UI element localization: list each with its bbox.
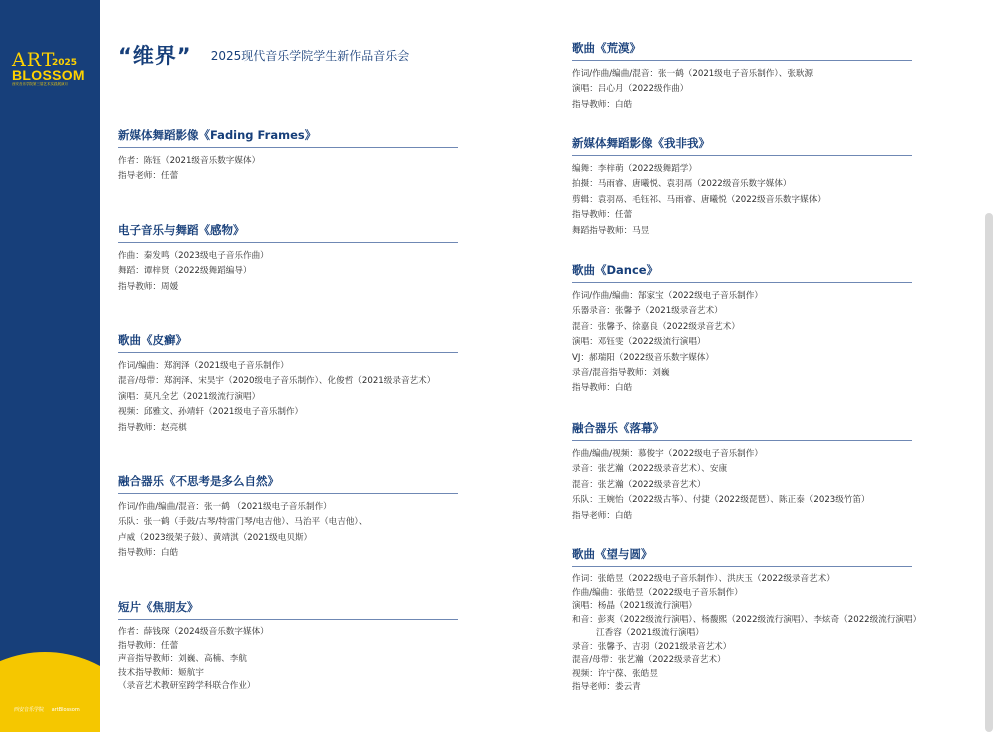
program-item bbox=[572, 262, 912, 397]
credit-line: （录音艺术教研室跨学科联合作业） bbox=[118, 681, 256, 691]
credit-line: 混音/母带：张艺瀚（2022级录音艺术） bbox=[572, 655, 726, 665]
credit-line: 乐队：王婉怡（2022级古筝）、付捷（2022级琵琶）、陈正泰（2023级竹笛） bbox=[572, 495, 870, 506]
credit-line: 声音指导教师：刘巍、高楠、李航 bbox=[118, 654, 247, 664]
program-title: 融合器乐《落幕》 bbox=[572, 421, 664, 435]
credit-line: 拍摄：马雨睿、唐曦悦、袁羽鬲（2022级音乐数字媒体） bbox=[572, 179, 792, 190]
section-divider bbox=[118, 619, 458, 620]
credit-line: 作词/作曲/编曲/混音：张一鹤 （2021级电子音乐制作） bbox=[118, 502, 332, 512]
decorative-yellow-circle bbox=[0, 652, 100, 732]
credit-line: 混音/母带：郑润泽、宋昊宇（2020级电子音乐制作）、化俊哲（2021级录音艺术） bbox=[118, 376, 436, 387]
credit-line: 指导教师：任蕾 bbox=[572, 210, 633, 221]
credit-line: 舞蹈：谭梓贤（2022级舞蹈编导） bbox=[118, 266, 252, 277]
credit-line: 卢威（2023级架子鼓）、黄靖淇（2021级电贝斯） bbox=[118, 532, 313, 543]
credit-line: 作者：薛钱琛（2024级音乐数字媒体） bbox=[118, 627, 269, 637]
credit-line: 录音/混音指导教师：刘巍 bbox=[572, 368, 670, 379]
credit-line: 江香容（2021级流行演唱） bbox=[596, 628, 704, 638]
footer-logo-left: 西安音乐学院 bbox=[14, 707, 45, 713]
credit-line: 作曲/编曲/视频：慕俊宇（2022级电子音乐制作） bbox=[572, 449, 763, 459]
program-item bbox=[572, 546, 922, 695]
section-divider bbox=[118, 352, 458, 353]
program-title: 歌曲《荒漠》 bbox=[572, 41, 641, 55]
footer-logo-right: artBlossom bbox=[51, 707, 80, 713]
section-divider bbox=[118, 493, 458, 494]
logo-subtitle: 西安音乐学院第三届艺术实践展演月 bbox=[12, 82, 68, 86]
credit-line: 作词/作曲/编曲：郜家宝（2022级电子音乐制作） bbox=[572, 291, 763, 301]
credit-line: 指导老师：任蕾 bbox=[118, 171, 179, 182]
credit-line: 指导教师：白皓 bbox=[572, 383, 633, 394]
credit-line: 乐队：张一鹤（手鼓/古琴/特雷门琴/电吉他）、马治平（电吉他）、 bbox=[118, 517, 368, 528]
program-title: 短片《焦朋友》 bbox=[118, 600, 199, 614]
credit-line: 指导教师：周媛 bbox=[118, 281, 179, 292]
credit-line: 录音：张艺瀚（2022级录音艺术）、安康 bbox=[572, 464, 728, 475]
art-blossom-logo bbox=[12, 49, 88, 87]
credit-line: 舞蹈指导教师：马昱 bbox=[572, 225, 650, 236]
credit-line: 作曲/编曲：张皓昱（2022级电子音乐制作） bbox=[572, 587, 743, 598]
credit-line: 演唱：邓钰雯（2022级流行演唱） bbox=[572, 337, 706, 348]
vertical-scrollbar[interactable] bbox=[985, 213, 993, 732]
logo-blossom-text: BLOSSOM bbox=[12, 67, 85, 83]
sidebar-banner bbox=[0, 0, 100, 732]
page-subtitle: 2025现代音乐学院学生新作品音乐会 bbox=[210, 49, 410, 63]
credit-line: 混音：张馨予、徐嘉良（2022级录音艺术） bbox=[572, 321, 740, 332]
credit-line: 作词/作曲/编曲/混音：张一鹤（2021级电子音乐制作）、张耿源 bbox=[572, 69, 814, 79]
section-divider bbox=[572, 155, 912, 156]
section-divider bbox=[572, 60, 912, 61]
credit-line: 演唱：杨晶（2021级流行演唱） bbox=[572, 601, 697, 611]
program-item bbox=[118, 332, 458, 436]
credit-line: 作词：张皓昱（2022级电子音乐制作）、洪庆玉（2022级录音艺术） bbox=[572, 574, 835, 584]
credit-line: 指导教师：白皓 bbox=[118, 548, 179, 559]
credit-line: 视频：许宁葆、张皓昱 bbox=[572, 668, 658, 679]
section-divider bbox=[118, 147, 458, 148]
program-title: 新媒体舞蹈影像《Fading Frames》 bbox=[118, 128, 317, 142]
credit-line: 作曲：秦发鸣（2023级电子音乐作曲） bbox=[118, 251, 269, 261]
page-header bbox=[118, 40, 409, 70]
credit-line: 指导教师：白皓 bbox=[572, 99, 633, 110]
program-title: 歌曲《望与圆》 bbox=[572, 547, 653, 561]
program-item bbox=[572, 135, 912, 239]
footer-logos bbox=[14, 706, 86, 713]
program-title: 歌曲《Dance》 bbox=[572, 263, 659, 277]
program-item bbox=[572, 420, 912, 524]
logo-year: 2025 bbox=[52, 58, 78, 68]
credit-line: 乐器录音：张馨予（2021级录音艺术） bbox=[572, 306, 723, 317]
credit-line: 指导教师：赵亮棋 bbox=[118, 422, 187, 433]
credit-line: 视频：邱雅文、孙靖轩（2021级电子音乐制作） bbox=[118, 407, 304, 418]
credit-line: 作者：陈钰（2021级音乐数字媒体） bbox=[118, 156, 261, 166]
credit-line: VJ：郝瑞阳（2022级音乐数字媒体） bbox=[572, 352, 715, 363]
logo-art-text: ART bbox=[12, 49, 56, 71]
program-title: 歌曲《皮癣》 bbox=[118, 333, 187, 347]
program-item bbox=[572, 40, 912, 113]
credit-line: 录音：张馨予、吉羽（2021级录音艺术） bbox=[572, 641, 732, 652]
program-item bbox=[118, 599, 458, 694]
program-item bbox=[118, 222, 458, 295]
credit-line: 编舞：李梓萌（2022级舞蹈学） bbox=[572, 164, 697, 174]
credit-line: 作词/编曲：郑润泽（2021级电子音乐制作） bbox=[118, 361, 289, 371]
credit-line: 剪辑：袁羽鬲、毛钰祁、马雨睿、唐曦悦（2022级音乐数字媒体） bbox=[572, 194, 826, 205]
credit-line: 演唱：吕心月（2022级作曲） bbox=[572, 84, 689, 95]
section-divider bbox=[118, 242, 458, 243]
section-divider bbox=[572, 282, 912, 283]
program-item bbox=[118, 127, 458, 185]
program-title: 电子音乐与舞蹈《感物》 bbox=[118, 223, 245, 237]
credit-line: 演唱：莫凡全艺（2021级流行演唱） bbox=[118, 391, 261, 402]
credit-line: 技术指导教师：姬航宇 bbox=[118, 667, 204, 678]
credit-line: 指导老师：娄云青 bbox=[572, 682, 641, 692]
program-title: 新媒体舞蹈影像《我非我》 bbox=[572, 136, 710, 150]
credit-line: 指导教师：任蕾 bbox=[118, 640, 179, 651]
credit-line: 指导老师：白皓 bbox=[572, 510, 633, 521]
program-title: 融合器乐《不思考是多么自然》 bbox=[118, 474, 279, 488]
credit-line: 和音：彭爽（2022级流行演唱）、杨馥熙（2022级流行演唱）、李炫奇（2022级流行演唱） bbox=[572, 614, 922, 625]
program-item bbox=[118, 473, 458, 562]
section-divider bbox=[572, 566, 912, 567]
section-divider bbox=[572, 440, 912, 441]
page-title: “维界” bbox=[118, 44, 192, 68]
credit-line: 混音：张艺瀚（2022级录音艺术） bbox=[572, 479, 706, 490]
